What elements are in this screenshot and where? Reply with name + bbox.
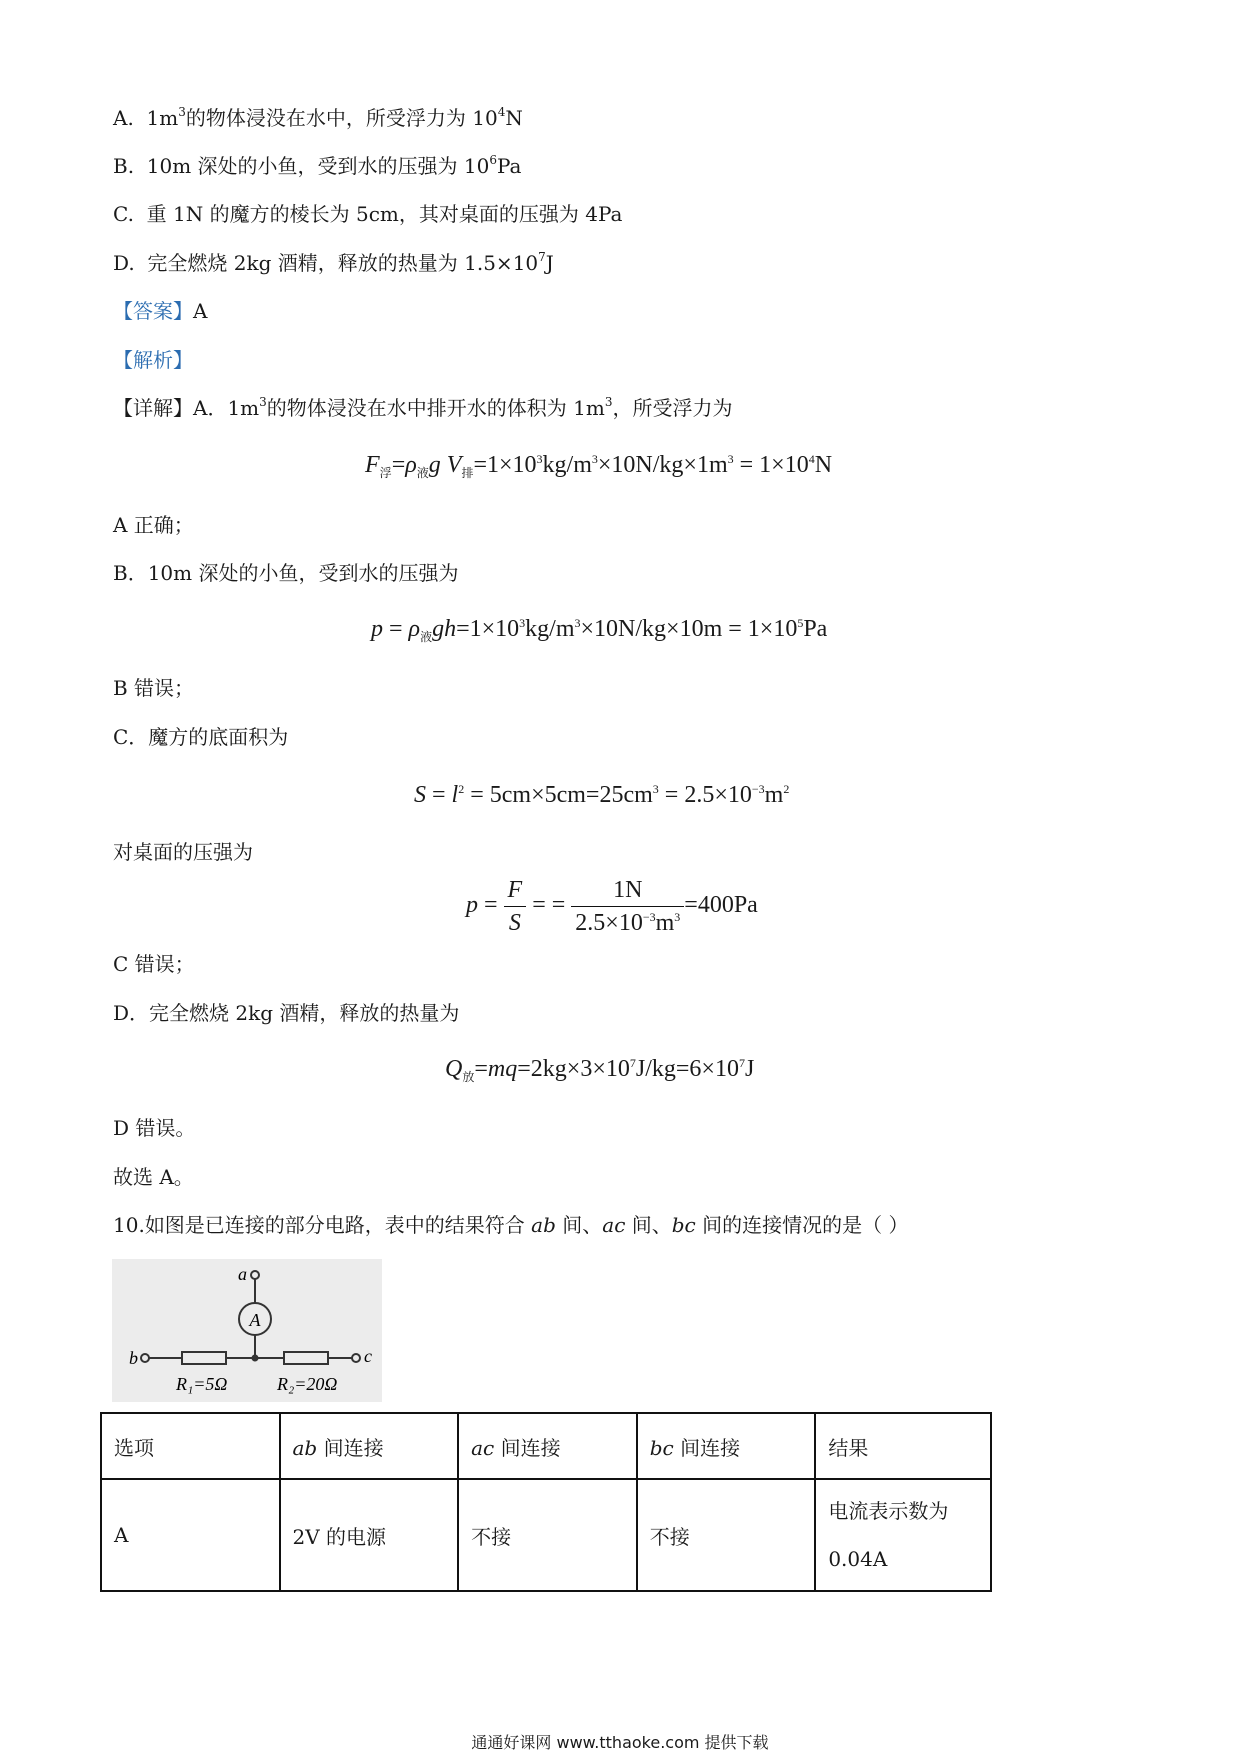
cell-result: 电流表示数为 0.04A (815, 1479, 991, 1591)
connection-table (100, 1412, 992, 1592)
fraction-values: $\frac{1N}{2.5\times 10^{-3}m^3}$ (571, 876, 684, 937)
terminal-c (352, 1354, 360, 1362)
header-ac: ac 间连接 (458, 1413, 637, 1479)
detail-c-intro: C．魔方的底面积为 (113, 725, 289, 749)
junction-node (252, 1355, 259, 1362)
answer-line (113, 297, 207, 325)
table-header-row (101, 1413, 991, 1479)
detail-c-conclusion: C 错误； (113, 952, 195, 976)
label-r1: R₁=5Ω (176, 1374, 228, 1394)
header-ab: ab 间连接 (280, 1413, 459, 1479)
cell-option: A (101, 1479, 280, 1591)
answer-value: A (193, 299, 208, 323)
cell-ac: 不接 (458, 1479, 637, 1591)
question-10: 10.如图是已连接的部分电路，表中的结果符合 ab 间、ac 间、bc 间的连接情况的是（ ） (113, 1213, 909, 1237)
fraction-f-over-s: $\frac{F}{S}$ (504, 876, 527, 937)
detail-b-intro: B．10m 深处的小鱼，受到水的压强为 (113, 561, 459, 585)
formula-heat: $Q_放=mq=2kg\times 3\times 10^7J/kg=6\times 10^7J$ (445, 1056, 755, 1084)
detail-a-intro: 【详解】A．$1m^3$的物体浸没在水中排开水的体积为 $1m^3$，所受浮力为 (113, 395, 733, 420)
label-a: a (238, 1264, 247, 1284)
ammeter-label: A (249, 1310, 261, 1330)
header-bc: bc 间连接 (637, 1413, 816, 1479)
formula-area: $S = l^2 = 5cm\times 5cm=25cm^3 = 2.5\times 10^{-3}m^2$ (414, 782, 790, 808)
table-row (101, 1479, 991, 1591)
answer-tag: 【答案】 (113, 299, 193, 323)
formula-pressure-water: $p = \rho_液gh=1\times 10^3kg/m^3\times 10N/kg\times 10m = 1\times 10^5Pa$ (371, 616, 828, 644)
detail-d-conclusion: D 错误。 (113, 1116, 196, 1140)
label-c: c (364, 1346, 372, 1366)
option-b: B. 10m 深处的小鱼，受到水的压强为 $10^6Pa$ (113, 153, 522, 178)
terminal-a (251, 1271, 259, 1279)
header-result: 结果 (815, 1413, 991, 1479)
detail-b-conclusion: B 错误； (113, 676, 195, 700)
option-d: D. 完全燃烧 2kg 酒精，释放的热量为 $1.5\times 10^7J$ (113, 250, 554, 275)
detail-a-conclusion: A 正确； (113, 513, 194, 537)
circuit-diagram (112, 1259, 382, 1402)
header-option: 选项 (101, 1413, 280, 1479)
detail-d-intro: D．完全燃烧 2kg 酒精，释放的热量为 (113, 1001, 460, 1025)
option-a: A. $1m^3$的物体浸没在水中，所受浮力为 $10^4N$ (113, 105, 523, 130)
cell-ab: 2V 的电源 (280, 1479, 459, 1591)
resistor-r2 (284, 1352, 328, 1364)
formula-pressure-desk: p = $\frac{F}{S}$ = = $\frac{1N}{2.5\times 10^{-3}m^3}$ =400Pa (466, 877, 758, 936)
option-c: C. 重 1N 的魔方的棱长为 5cm，其对桌面的压强为 4Pa (113, 202, 623, 226)
analysis-tag: 【解析】 (113, 348, 193, 372)
resistor-r1 (182, 1352, 226, 1364)
page-footer: 通通好课网 www.tthaoke.com 提供下载 (471, 1733, 769, 1752)
terminal-b (141, 1354, 149, 1362)
label-b: b (129, 1348, 138, 1368)
cell-bc: 不接 (637, 1479, 816, 1591)
analysis-line (113, 346, 193, 374)
detail-final: 故选 A。 (113, 1165, 194, 1189)
detail-c-pressure-intro: 对桌面的压强为 (113, 840, 253, 864)
label-r2: R₂=20Ω (277, 1374, 338, 1394)
formula-buoyancy: $F_浮=\rho_液g$ $V_排=1\times 10^3kg/m^3\times 10N/kg\times 1m^3 = 1\times 10^4N$ (365, 452, 833, 480)
